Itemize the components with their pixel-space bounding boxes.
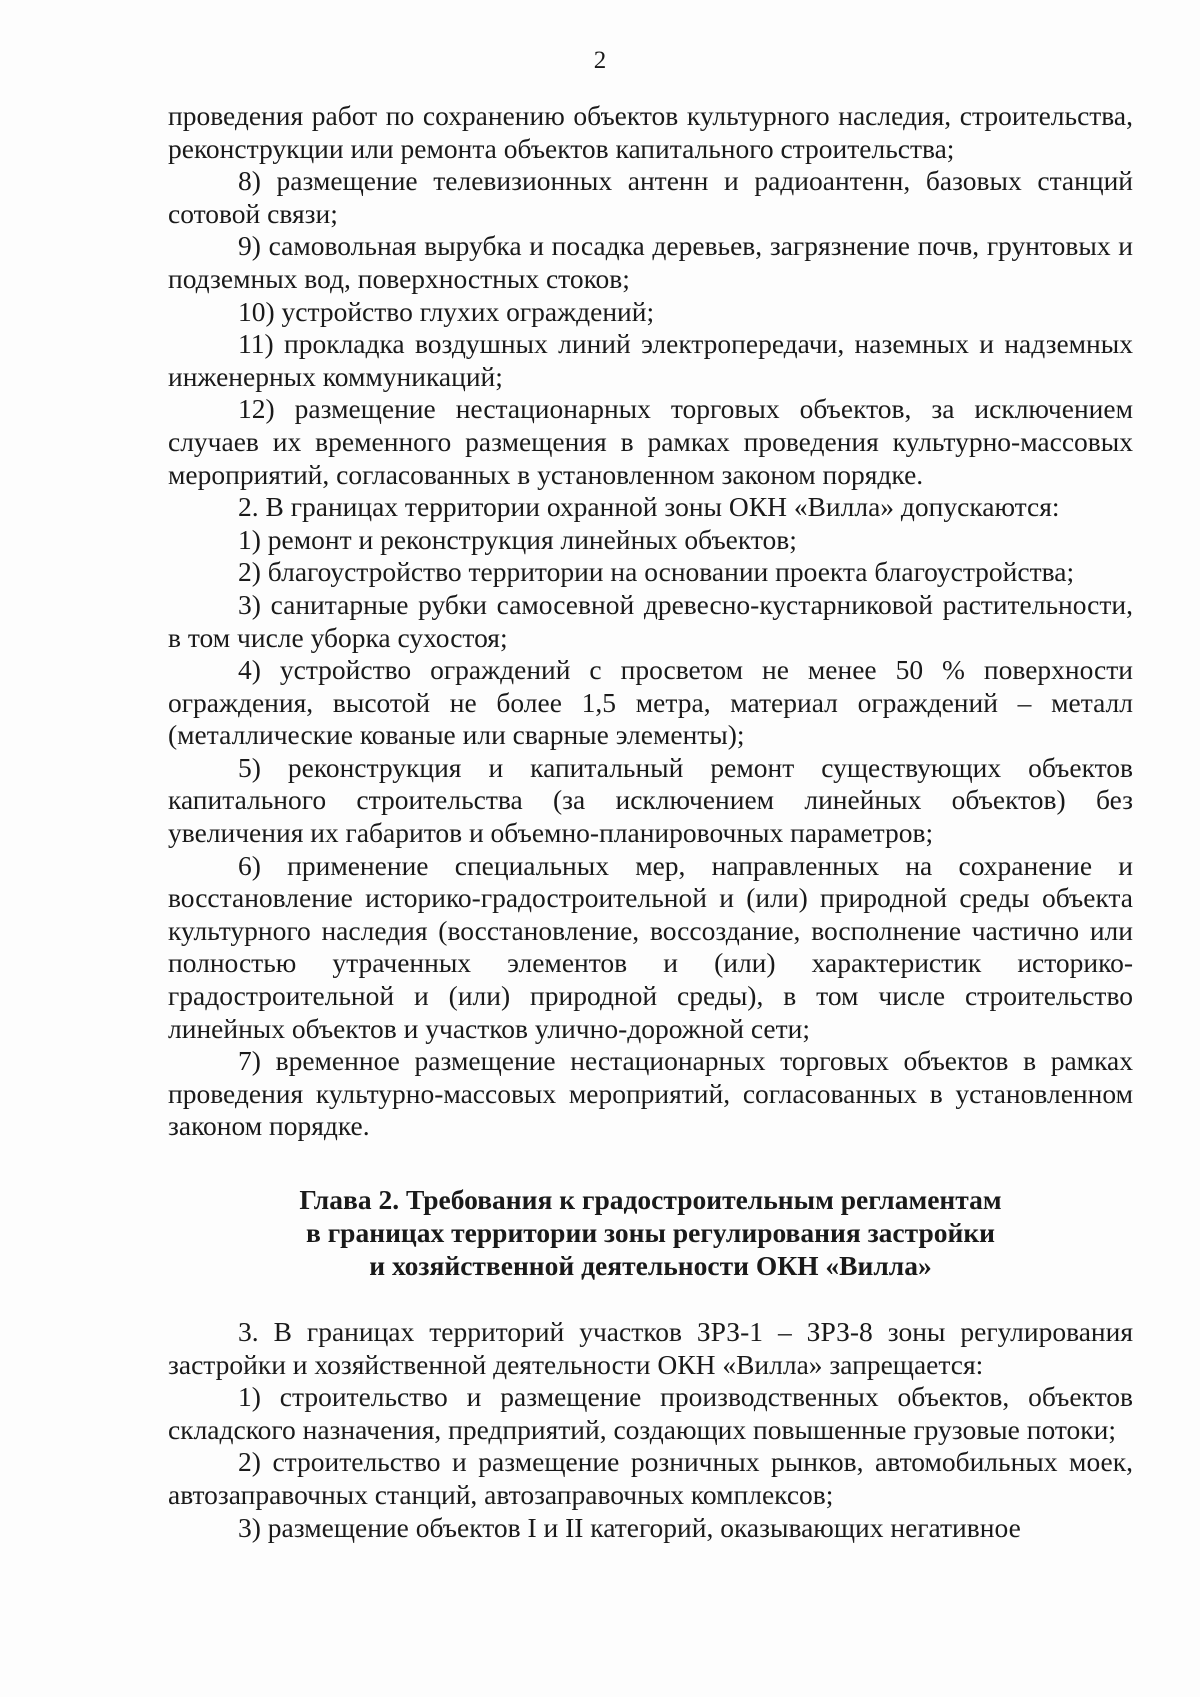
paragraphs-bottom <box>168 1316 1133 1544</box>
section-spacer <box>168 1282 1133 1316</box>
paragraph: 2. В границах территории охранной зоны ОКН «Вилла» допускаются: <box>238 491 1060 523</box>
paragraph: 7) временное размещение нестационарных торговых объектов в рамках проведения культурно-массовых мероприятий, согласованных в установленном законом порядке. <box>168 1045 1133 1142</box>
document-body <box>168 100 1133 1544</box>
paragraph: 6) применение специальных мер, направленных на сохранение и восстановление историко-градостроительной и (или) природной среды объекта культурного наследия (восстановление, воссоздание, восполнение частично или полностью утраченных элементов и (или) характеристик историко-градостроительной и (или) природной среды), в том числе строительство линейных объектов и участков улично-дорожной сети; <box>168 849 1133 1044</box>
chapter-heading <box>168 1183 1133 1282</box>
paragraph: 2) строительство и размещение розничных рынков, автомобильных моек, автозаправочных станций, автозаправочных комплексов; <box>168 1446 1133 1510</box>
paragraph: 3) санитарные рубки самосевной древесно-кустарниковой растительности, в том числе уборка сухостоя; <box>168 588 1133 653</box>
paragraph: 2) благоустройство территории на основании проекта благоустройства; <box>238 556 1075 588</box>
chapter-heading-line: в границах территории зоны регулирования застройки <box>305 1217 996 1248</box>
paragraph: проведения работ по сохранению объектов культурного наследия, строительства, реконструкции или ремонта объектов капитального строительства; <box>168 100 1133 164</box>
paragraphs-top <box>168 100 1133 1143</box>
paragraph: 4) устройство ограждений с просветом не менее 50 % поверхности ограждения, высотой не более 1,5 метра, материал ограждений – металл (металлические кованые или сварные элементы); <box>168 654 1133 751</box>
paragraph: 1) строительство и размещение производственных объектов, объектов складского назначения, предприятий, создающих повышенные грузовые потоки; <box>168 1381 1133 1445</box>
paragraph: 3. В границах территорий участков ЗРЗ-1 – ЗРЗ-8 зоны регулирования застройки и хозяйственной деятельности ОКН «Вилла» запрещается: <box>168 1316 1133 1380</box>
paragraph: 12) размещение нестационарных торговых объектов, за исключением случаев их временного размещения в рамках проведения культурно-массовых мероприятий, согласованных в установленном законом порядке. <box>168 393 1133 490</box>
chapter-heading-line: и хозяйственной деятельности ОКН «Вилла» <box>369 1250 932 1281</box>
paragraph: 1) ремонт и реконструкция линейных объектов; <box>238 523 797 555</box>
chapter-heading-line: Глава 2. Требования к градостроительным регламентам <box>299 1184 1002 1215</box>
paragraph: 8) размещение телевизионных антенн и радиоантенн, базовых станций сотовой связи; <box>168 165 1133 229</box>
paragraph: 5) реконструкция и капитальный ремонт существующих объектов капитального строительства (за исключением линейных объектов) без увеличения их габаритов и объемно-планировочных параметров; <box>168 751 1133 849</box>
paragraph: 10) устройство глухих ограждений; <box>238 295 655 327</box>
paragraph: 9) самовольная вырубка и посадка деревьев, загрязнение почв, грунтовых и подземных вод, поверхностных стоков; <box>168 230 1133 294</box>
paragraph: 3) размещение объектов I и II категорий, оказывающих негативное <box>238 1511 1021 1543</box>
page-number: 2 <box>593 47 607 74</box>
paragraph: 11) прокладка воздушных линий электропередачи, наземных и надземных инженерных коммуникаций; <box>168 328 1133 392</box>
